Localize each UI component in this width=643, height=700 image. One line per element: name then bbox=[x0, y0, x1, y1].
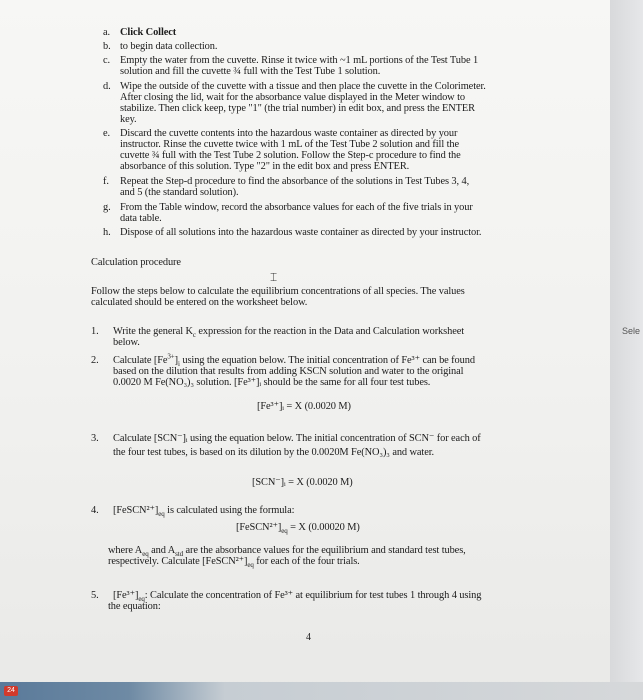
step-h: h. Dispose of all solutions into the hazardous waste container as directed by your instructor. bbox=[103, 227, 482, 238]
step-e: e. Discard the cuvette contents into the hazardous waste container as directed by your bbox=[103, 128, 458, 139]
step-f-line2: and 5 (the standard solution). bbox=[120, 187, 239, 198]
step-g: g. From the Table window, record the absorbance values for each of the five trials in your bbox=[103, 202, 473, 213]
calc-step-2: 2. Calculate $[Fe^{3+}]_i$ using the equation below. The initial concentration of Fe³⁺ can be found bbox=[91, 352, 475, 369]
calc-step-1-line2: below. bbox=[113, 337, 140, 348]
step-d-line4: key. bbox=[120, 114, 137, 125]
step-c-line2: solution and fill the cuvette ¾ full with the Test Tube 1 solution. bbox=[120, 66, 381, 77]
page-number: 4 bbox=[306, 632, 311, 643]
taskbar bbox=[0, 682, 643, 700]
step-e-line2: instructor. Rinse the cuvette twice with 1 mL of the Test Tube 2 solution and fill the bbox=[120, 139, 460, 150]
calc-step-5-line2: the equation: bbox=[108, 601, 161, 612]
section-heading: Calculation procedure bbox=[91, 257, 181, 268]
side-panel bbox=[610, 0, 643, 700]
calc-step-4-line2: where $A_{eq}$ and $A_{std}$ are the absorbance values for the equilibrium and standard test tubes, bbox=[108, 545, 466, 559]
equation-fescn-eq: $[FeSCN^{2+}]_{eq} = X$ (0.00020 M) bbox=[236, 522, 360, 536]
text-cursor-icon: ⌶ bbox=[270, 270, 278, 284]
intro-line1: Follow the steps below to calculate the equilibrium concentrations of all species. The values bbox=[91, 286, 465, 297]
step-a: a. Click Collect bbox=[103, 27, 177, 38]
calc-step-3: 3. Calculate [SCN⁻]ᵢ using the equation below. The initial concentration of SCN⁻ for each of bbox=[91, 433, 481, 444]
calc-step-4-line3: respectively. Calculate $[FeSCN^{2+}]_{eq}$ for each of the four trials. bbox=[108, 556, 360, 570]
equation-scn-initial: [SCN⁻]ᵢ = X (0.0020 M) bbox=[252, 477, 353, 488]
step-d: d. Wipe the outside of the cuvette with a tissue and then place the cuvette in the Colorimeter. bbox=[103, 81, 486, 92]
calc-step-4: 4. $[FeSCN^{2+}]_{eq}$ is calculated using the formula: bbox=[91, 505, 295, 519]
step-d-line2: After closing the lid, wait for the absorbance value displayed in the Meter window to bbox=[120, 92, 465, 103]
calc-step-2-line2: based on the dilution that results from adding KSCN solution and water to the original bbox=[113, 366, 464, 377]
equation-fe-initial: [Fe³⁺]ᵢ = X (0.0020 M) bbox=[257, 401, 351, 412]
intro-line2: calculated should be entered on the worksheet below. bbox=[91, 297, 308, 308]
step-d-line3: stabilize. Then click keep, type "1" (the trial number) in edit box, and press the ENTER bbox=[120, 103, 475, 114]
notification-badge[interactable]: 24 bbox=[4, 686, 18, 696]
calc-step-3-line2: the four test tubes, is based on its dilution by the 0.0020M Fe(NO₃)₃ and water. bbox=[113, 447, 435, 458]
calc-step-1: 1. Write the general $K_c$ expression for the reaction in the Data and Calculation worksheet bbox=[91, 326, 465, 340]
step-e-line3: cuvette ¾ full with the Test Tube 2 solution. Follow the Step-c procedure to find the bbox=[120, 150, 461, 161]
step-c: c. Empty the water from the cuvette. Rinse it twice with ~1 mL portions of the Test Tube 1 bbox=[103, 55, 479, 66]
calc-step-5: 5. $[Fe^{3+}]_{eq}$: Calculate the concentration of Fe³⁺ at equilibrium for test tubes 1 through 4 using bbox=[91, 590, 482, 604]
step-e-line4: absorbance of this solution. Type "2" in the edit box and press ENTER. bbox=[120, 161, 410, 172]
calc-step-2-line3: 0.0020 M Fe(NO₃)₃ solution. [Fe³⁺]ᵢ should be the same for all four test tubes. bbox=[113, 377, 431, 388]
step-b: b. to begin data collection. bbox=[103, 41, 218, 52]
step-g-line2: data table. bbox=[120, 213, 162, 224]
side-label: Sele bbox=[622, 326, 641, 336]
step-f: f. Repeat the Step-d procedure to find the absorbance of the solutions in Test Tubes 3, 4, bbox=[103, 176, 470, 187]
